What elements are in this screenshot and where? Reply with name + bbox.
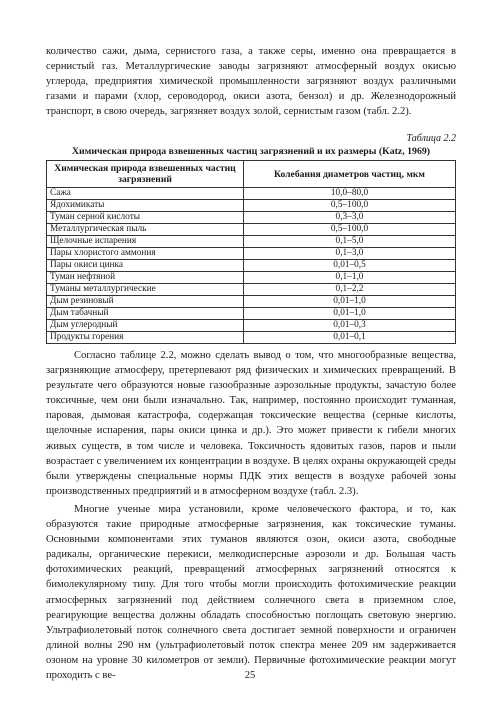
substance-cell: Пары окиси цинка xyxy=(47,260,244,272)
substance-cell: Ядохимикаты xyxy=(47,200,244,212)
table-row xyxy=(47,284,456,296)
table-row xyxy=(47,272,456,284)
diameter-cell: 0,01–1,0 xyxy=(244,296,456,308)
diameter-cell: 0,1–2,2 xyxy=(244,284,456,296)
substance-cell: Щелочные испарения xyxy=(47,236,244,248)
diameter-cell: 0,01–0,3 xyxy=(244,320,456,332)
table-row xyxy=(47,332,456,344)
table-row xyxy=(47,260,456,272)
substance-cell: Туманы металлургические xyxy=(47,284,244,296)
substance-cell: Туман серной кислоты xyxy=(47,212,244,224)
substance-cell: Туман нефтяной xyxy=(47,272,244,284)
page-number: 25 xyxy=(244,670,256,681)
substance-cell: Дым табачный xyxy=(47,308,244,320)
table-title: Химическая природа взвешенных частиц загрязнений и их размеры (Katz, 1969) xyxy=(71,146,431,157)
substance-cell: Металлургическая пыль xyxy=(47,224,244,236)
table-row xyxy=(47,248,456,260)
header-diameter-range: Колебания диаметров частиц, мкм xyxy=(244,161,456,188)
table-body xyxy=(47,188,456,344)
substance-cell: Пары хлористого аммония xyxy=(47,248,244,260)
diameter-cell: 0,01–1,0 xyxy=(244,308,456,320)
table-row xyxy=(47,296,456,308)
substance-cell: Дым резиновый xyxy=(47,296,244,308)
paragraph-conclusion: Согласно таблице 2.2, можно сделать вывод о том, что многообразные вещества, загрязняющие атмосферу, претерпевают ряд физических и химических превращений. В результате чего образуются новые газообразные аэрозольные продукты, зачастую более токсичные, чем они были изначально. Так, например, постоянно происходит туманная, паровая, дымовая катастрофа, содержащая токсические вещества (серные кислоты, щелочные испарения, пары окиси цинка и др.). Это может привести к гибели многих живых существ, в том числе и человека. Токсичность ядовитых газов, паров и пыли возрастает с увеличением их концентрации в воздухе. В целях охраны окружающей среды были утверждены специальные нормы ПДК этих веществ в воздухе рабочей зоны производственных предприятий и в атмосферном воздухе (табл. 2.3). xyxy=(46,350,456,497)
table-header-row xyxy=(47,161,456,188)
paragraph-fog: Многие ученые мира установили, кроме человеческого фактора, и то, как образуются такие природные атмосферные загрязнения, как токсические туманы. Основными компонентами этих туманов являются озон, окиси азота, свободные радикалы, органические перекиси, мелкодисперсные аэрозоли и др. Большая часть фотохимических реакций, превращений атмосферных загрязнений относятся к бимолекулярному типу. Для того чтобы могли происходить фотохимические реакции атмосферных загрязнений под действием солнечного света в приземном слое, реагирующие вещества должны обладать способностью поглощать световую энергию. Ультрафиолетовый поток солнечного света достигает земной поверхности и ограничен длиной волны 290 нм (ультрафиолетовый поток спектра менее 209 нм задерживается озоном на уровне 30 километров от земли). Первичные фотохимические реакции могут проходить с ве- xyxy=(46,504,456,682)
substance-cell: Сажа xyxy=(47,188,244,200)
substance-cell: Продукты горения xyxy=(47,332,244,344)
diameter-cell: 0,5–100,0 xyxy=(244,200,456,212)
diameter-cell: 0,01–0,1 xyxy=(244,332,456,344)
diameter-cell: 10,0–80,0 xyxy=(244,188,456,200)
diameter-cell: 0,1–3,0 xyxy=(244,248,456,260)
table-row xyxy=(47,188,456,200)
table-row xyxy=(47,236,456,248)
header-chemical-nature: Химическая природа взвешенных частиц загрязнений xyxy=(47,161,244,188)
diameter-cell: 0,3–3,0 xyxy=(244,212,456,224)
table-caption: Таблица 2.2 xyxy=(406,133,456,144)
paragraph-intro: количество сажи, дыма, сернистого газа, а также серы, именно она превращается в сернистый газ. Металлургические заводы загрязняют атмосферный воздух окисью углерода, предприятия химической промышленности загрязняют воздух различными газами и парами (хлор, сероводород, окиси азота, бензол) и др. Железнодорожный транспорт, в свою очередь, загрязняет воздух золой, сернистым газом (табл. 2.2). xyxy=(46,46,456,118)
diameter-cell: 0,1–5,0 xyxy=(244,236,456,248)
table-row xyxy=(47,308,456,320)
diameter-cell: 0,01–0,5 xyxy=(244,260,456,272)
diameter-cell: 0,1–1,0 xyxy=(244,272,456,284)
table-row xyxy=(47,212,456,224)
particles-table xyxy=(46,160,456,344)
substance-cell: Дым углеродный xyxy=(47,320,244,332)
table-row xyxy=(47,224,456,236)
table-row xyxy=(47,320,456,332)
diameter-cell: 0,5–100,0 xyxy=(244,224,456,236)
table-row xyxy=(47,200,456,212)
